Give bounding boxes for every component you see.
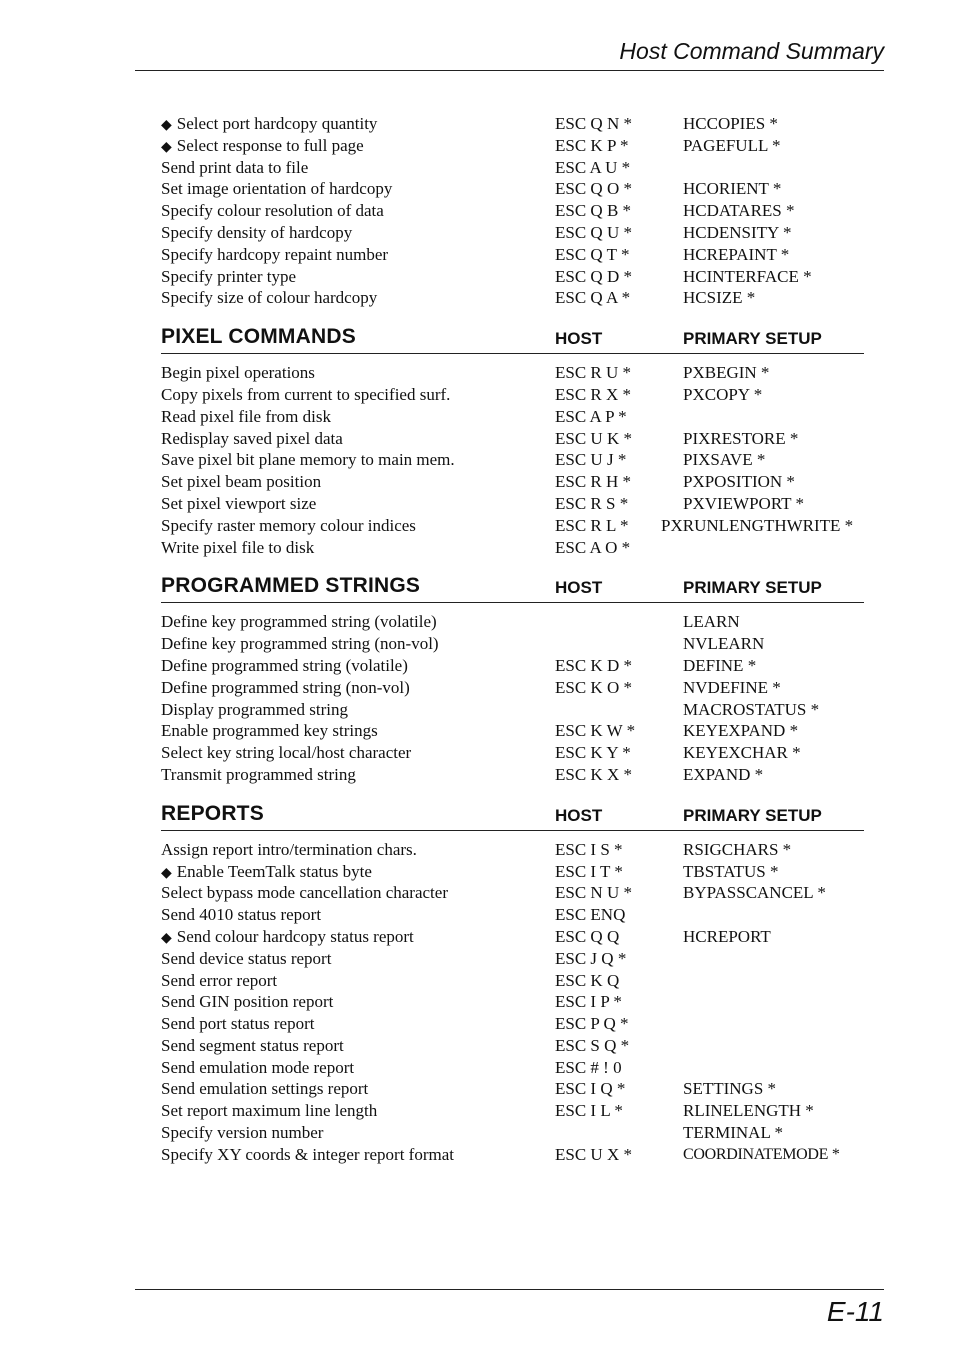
command-row	[161, 633, 864, 655]
command-description	[161, 178, 392, 200]
command-description-text: Send 4010 status report	[161, 905, 322, 925]
command-description-text: Specify printer type	[161, 266, 297, 286]
command-row	[161, 926, 864, 948]
footer-rule	[135, 1289, 884, 1290]
command-row	[161, 493, 864, 515]
primary-setup-command: TBSTATUS *	[683, 861, 779, 881]
section-header	[161, 321, 864, 354]
primary-setup-command: DEFINE *	[683, 655, 757, 675]
primary-setup-command: PXPOSITION *	[683, 472, 795, 492]
primary-setup-command: PAGEFULL *	[683, 135, 781, 155]
section-title: PROGRAMMED STRINGS	[161, 574, 421, 598]
host-command: ESC S Q *	[555, 1035, 630, 1055]
command-description	[161, 449, 455, 471]
diamond-bullet-icon: ◆	[161, 930, 172, 946]
command-row	[161, 222, 864, 244]
host-command: ESC K W *	[555, 721, 636, 741]
command-row	[161, 677, 864, 699]
command-description-text: Define key programmed string (non-vol)	[161, 634, 439, 654]
reports-section	[161, 798, 864, 1166]
host-command: ESC I P *	[555, 992, 622, 1012]
command-description-text: Send error report	[161, 970, 278, 990]
primary-setup-command: RLINELENGTH *	[683, 1101, 814, 1121]
command-description	[161, 677, 410, 699]
command-description-text: Select port hardcopy quantity	[176, 114, 378, 133]
command-description	[161, 1122, 323, 1144]
hardcopy-command-list	[161, 113, 864, 309]
primary-setup-command: NVDEFINE *	[683, 677, 781, 697]
command-description-text: Specify raster memory colour indices	[161, 515, 416, 535]
command-row	[161, 655, 864, 677]
command-row	[161, 471, 864, 493]
diamond-bullet-icon: ◆	[161, 118, 172, 133]
command-description	[161, 1035, 344, 1057]
command-description-text: Send colour hardcopy status report	[176, 926, 414, 946]
host-command: ESC K Q	[555, 970, 620, 990]
command-description-text: Specify version number	[161, 1123, 324, 1143]
host-command: ESC A P *	[555, 406, 627, 426]
host-command: ESC R S *	[555, 493, 629, 513]
section-title: PIXEL COMMANDS	[161, 325, 356, 349]
command-description-text: Enable programmed key strings	[161, 721, 378, 741]
primary-setup-command: RSIGCHARS *	[683, 839, 792, 859]
command-row	[161, 362, 864, 384]
primary-setup-command: PXCOPY *	[683, 384, 763, 404]
header-rule	[135, 70, 884, 71]
command-row	[161, 157, 864, 179]
command-description	[161, 699, 348, 721]
command-description-text: Write pixel file to disk	[161, 537, 315, 557]
host-command: ESC I T *	[555, 861, 623, 881]
command-description-text: Set image orientation of hardcopy	[161, 179, 393, 199]
command-description	[161, 287, 377, 309]
primary-setup-command: LEARN	[683, 612, 740, 632]
command-description-text: Copy pixels from current to specified surf.	[161, 384, 451, 404]
section-title: REPORTS	[161, 801, 264, 825]
diamond-bullet-icon: ◆	[161, 139, 172, 155]
primary-setup-command: PXBEGIN *	[683, 363, 770, 383]
primary-setup-command: HCCOPIES *	[683, 114, 778, 133]
primary-setup-command: MACROSTATUS *	[683, 699, 820, 719]
host-column-header: HOST	[555, 578, 603, 598]
command-description	[161, 200, 384, 222]
command-description	[161, 1013, 314, 1035]
page-header-title: Host Command Summary	[619, 38, 884, 64]
host-command: ESC K D *	[555, 655, 632, 675]
command-description	[161, 1057, 354, 1079]
host-command: ESC Q B *	[555, 201, 632, 221]
host-command: ESC Q N *	[555, 114, 632, 133]
section-header	[161, 570, 864, 603]
primary-setup-command: HCREPORT	[683, 926, 771, 946]
command-description-text: Send segment status report	[161, 1035, 344, 1055]
command-row	[161, 948, 864, 970]
host-command: ESC N U *	[555, 883, 632, 903]
host-command: ESC P Q *	[555, 1014, 629, 1034]
command-row	[161, 882, 864, 904]
command-row	[161, 515, 864, 537]
command-row	[161, 1122, 864, 1144]
command-description	[161, 493, 316, 515]
command-summary	[161, 113, 864, 1178]
command-row	[161, 1013, 864, 1035]
command-row	[161, 1078, 864, 1100]
primary-setup-command: EXPAND *	[683, 764, 764, 784]
command-row	[161, 266, 864, 288]
command-description-text: Set pixel beam position	[161, 472, 322, 492]
command-description-text: Select key string local/host character	[161, 743, 412, 763]
command-description	[161, 135, 364, 159]
command-row	[161, 904, 864, 926]
command-description-text: Transmit programmed string	[161, 764, 356, 784]
command-description	[161, 633, 439, 655]
command-row	[161, 611, 864, 633]
command-description	[161, 1100, 377, 1122]
command-description-text: Define programmed string (volatile)	[161, 655, 408, 675]
command-row	[161, 1100, 864, 1122]
command-row	[161, 135, 864, 157]
command-description-text: Set pixel viewport size	[161, 493, 317, 513]
primary-setup-command: SETTINGS *	[683, 1079, 777, 1099]
command-description	[161, 882, 448, 904]
primary-setup-command: KEYEXCHAR *	[683, 743, 801, 763]
command-description-text: Enable TeemTalk status byte	[176, 861, 372, 881]
host-command: ESC # ! 0	[555, 1057, 622, 1077]
host-command: ESC A O *	[555, 537, 631, 557]
command-description-text: Begin pixel operations	[161, 363, 315, 383]
primary-setup-command: HCDATARES *	[683, 201, 795, 221]
host-command: ESC A U *	[555, 157, 631, 177]
command-description	[161, 537, 314, 559]
primary-setup-command: HCINTERFACE *	[683, 266, 812, 286]
command-description-text: Read pixel file from disk	[161, 406, 331, 426]
command-row	[161, 1035, 864, 1057]
command-description	[161, 244, 388, 266]
primary-setup-command: PXVIEWPORT *	[683, 493, 804, 513]
host-command: ESC K O *	[555, 677, 632, 697]
command-description	[161, 515, 416, 537]
command-row	[161, 720, 864, 742]
command-row	[161, 384, 864, 406]
command-description	[161, 428, 343, 450]
host-command: ESC R H *	[555, 472, 632, 492]
command-row	[161, 287, 864, 309]
pixel-commands-section	[161, 321, 864, 558]
host-command: ESC Q T *	[555, 244, 630, 264]
setup-column-header: PRIMARY SETUP	[683, 578, 822, 598]
command-description-text: Specify hardcopy repaint number	[161, 244, 389, 264]
host-command: ESC U X *	[555, 1144, 632, 1164]
primary-setup-command: NVLEARN	[683, 634, 765, 654]
primary-setup-command: HCREPAINT *	[683, 244, 790, 264]
command-description-text: Define key programmed string (volatile)	[161, 612, 437, 632]
command-row	[161, 449, 864, 471]
command-description	[161, 861, 372, 885]
host-column-header: HOST	[555, 329, 603, 349]
diamond-bullet-icon: ◆	[161, 865, 172, 881]
host-command: ESC R X *	[555, 384, 632, 404]
primary-setup-command: PIXSAVE *	[683, 450, 766, 470]
command-description-text: Define programmed string (non-vol)	[161, 677, 410, 697]
primary-setup-command: HCSIZE *	[683, 288, 756, 308]
command-description	[161, 471, 321, 493]
host-command: ESC Q D *	[555, 266, 632, 286]
host-command: ESC U J *	[555, 450, 627, 470]
command-description	[161, 1078, 368, 1100]
host-command: ESC ENQ	[555, 905, 626, 925]
command-row	[161, 861, 864, 883]
setup-column-header: PRIMARY SETUP	[683, 805, 822, 825]
primary-setup-command: HCDENSITY *	[683, 222, 792, 242]
host-command: ESC K Y *	[555, 743, 631, 763]
command-description	[161, 970, 277, 992]
command-description-text: Specify colour resolution of data	[161, 201, 384, 221]
command-description	[161, 113, 377, 137]
command-description	[161, 222, 352, 244]
command-row	[161, 839, 864, 861]
command-row	[161, 113, 864, 135]
host-column-header: HOST	[555, 805, 603, 825]
command-description	[161, 839, 417, 861]
command-description-text: Send GIN position report	[161, 992, 334, 1012]
primary-setup-command: PIXRESTORE *	[683, 428, 799, 448]
host-command: ESC K X *	[555, 764, 632, 784]
host-command: ESC J Q *	[555, 948, 627, 968]
command-row	[161, 970, 864, 992]
command-description-text: Send port status report	[161, 1014, 315, 1034]
command-description-text: Redisplay saved pixel data	[161, 428, 343, 448]
primary-setup-command: TERMINAL *	[683, 1123, 783, 1143]
command-description	[161, 157, 308, 179]
page-number: E-11	[826, 1296, 884, 1327]
host-command: ESC Q A *	[555, 288, 631, 308]
command-description	[161, 904, 321, 926]
command-description-text: Assign report intro/termination chars.	[161, 839, 417, 859]
command-row	[161, 1057, 864, 1079]
hardcopy-commands-section	[161, 113, 864, 309]
host-command: ESC U K *	[555, 428, 632, 448]
host-command: ESC R L *	[555, 515, 629, 535]
command-row	[161, 764, 864, 786]
command-description	[161, 362, 315, 384]
command-description	[161, 991, 333, 1013]
command-description	[161, 948, 331, 970]
command-row	[161, 178, 864, 200]
host-command: ESC I L *	[555, 1101, 623, 1121]
host-command: ESC I S *	[555, 839, 623, 859]
host-command: ESC K P *	[555, 135, 629, 155]
command-description-text: Specify density of hardcopy	[161, 222, 353, 242]
command-description-text: Send emulation settings report	[161, 1079, 369, 1099]
command-description-text: Send print data to file	[161, 157, 309, 177]
command-row	[161, 699, 864, 721]
command-row	[161, 1144, 864, 1166]
command-description	[161, 764, 356, 786]
command-row	[161, 537, 864, 559]
command-description	[161, 611, 437, 633]
primary-setup-command: HCORIENT *	[683, 179, 782, 199]
command-description-text: Send device status report	[161, 948, 332, 968]
primary-setup-command: BYPASSCANCEL *	[683, 883, 826, 903]
command-row	[161, 742, 864, 764]
command-description-text: Send emulation mode report	[161, 1057, 355, 1077]
command-row	[161, 406, 864, 428]
command-description	[161, 384, 450, 406]
command-row	[161, 200, 864, 222]
command-description	[161, 926, 414, 950]
command-description	[161, 1144, 454, 1166]
command-description-text: Display programmed string	[161, 699, 348, 719]
host-command: ESC Q O *	[555, 179, 632, 199]
command-description-text: Set report maximum line length	[161, 1101, 378, 1121]
primary-setup-command: PXRUNLENGTHWRITE *	[661, 515, 854, 535]
command-description-text: Select response to full page	[176, 135, 364, 155]
pixel-command-list	[161, 362, 864, 558]
command-description-text: Specify size of colour hardcopy	[161, 288, 378, 308]
command-row	[161, 991, 864, 1013]
primary-setup-command: COORDINATEMODE *	[683, 1145, 840, 1163]
host-command: ESC Q Q	[555, 926, 620, 946]
command-description-text: Save pixel bit plane memory to main mem.	[161, 450, 455, 470]
programmed-strings-section	[161, 570, 864, 785]
host-command: ESC Q U *	[555, 222, 632, 242]
command-description	[161, 720, 378, 742]
command-description	[161, 742, 411, 764]
section-header	[161, 798, 864, 831]
reports-command-list	[161, 839, 864, 1166]
command-description-text: Specify XY coords & integer report format	[161, 1144, 455, 1164]
command-description	[161, 266, 296, 288]
host-command: ESC R U *	[555, 363, 632, 383]
command-row	[161, 244, 864, 266]
primary-setup-command: KEYEXPAND *	[683, 721, 799, 741]
command-description	[161, 406, 331, 428]
host-command: ESC I Q *	[555, 1079, 626, 1099]
command-description	[161, 655, 408, 677]
command-description-text: Select bypass mode cancellation character	[161, 883, 448, 903]
command-row	[161, 428, 864, 450]
strings-command-list	[161, 611, 864, 785]
setup-column-header: PRIMARY SETUP	[683, 329, 822, 349]
